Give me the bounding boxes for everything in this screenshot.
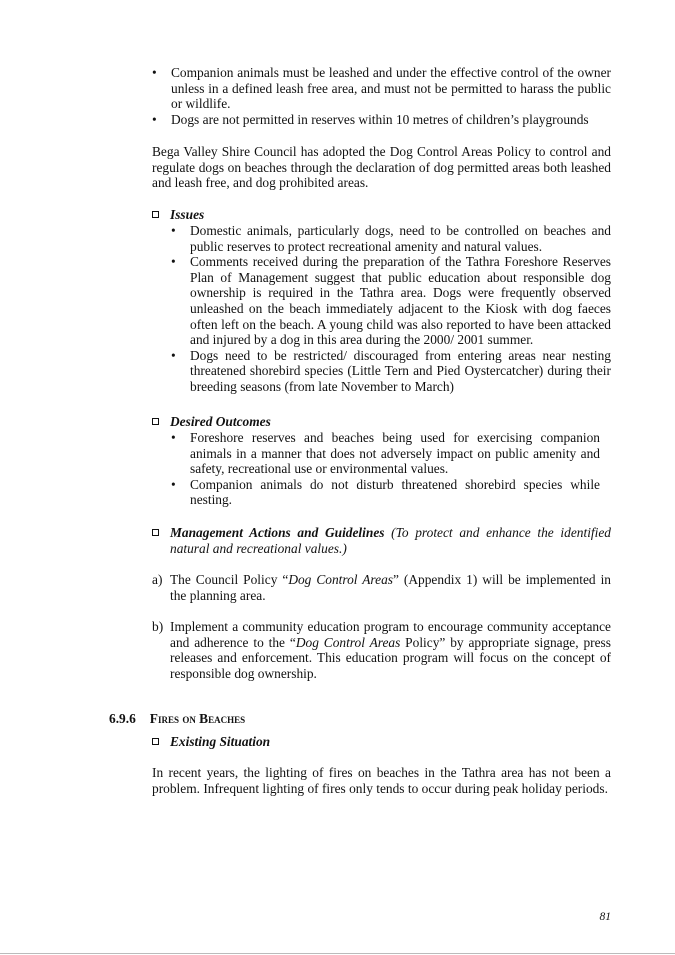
bullet-dot: • [152,65,157,80]
section-heading [109,711,609,727]
section-title: Fires on Beaches [149,711,246,726]
bullet-dot: • [171,347,176,363]
bullet-dot: • [152,111,157,127]
bullet-dot: • [171,476,176,492]
management-subtitle: (To protect and enhance the identified natural and recreational values.) [170,525,611,556]
action-item-a: a) The Council Policy “Dog Control Areas” (Appendix 1) will be implemented in the planning area. [152,572,611,603]
issues-heading: Issues [152,207,611,223]
checkbox-square-icon [152,529,159,536]
list-item: • Comments received during the preparation of the Tathra Foreshore Reserves Plan of Management suggest that public education about responsible dog ownership is required in the Tathra area. Dogs were frequently observed unleashed on the beach immediately adjacent to the Kiosk with dog faeces often left on the beach. A young child was also reported to have been attacked and injured by a dog in this area during the 2000/ 2001 summer. [171,254,611,348]
action-item-b: b) Implement a community education program to encourage community acceptance and adherence to the “Dog Control Areas Policy” by appropriate signage, press releases and enforcement. This education program will focus on the concept of responsible dog ownership. [152,619,611,681]
page-bottom-edge [0,953,675,954]
page-number: 81 [599,911,611,923]
bullet-dot: • [171,223,176,238]
item-label: b) [152,619,164,634]
bullet-dot: • [171,430,176,445]
management-actions-heading [152,525,611,556]
item-label: a) [152,572,163,587]
section-number: 6.9.6 [109,711,136,726]
desired-outcomes-heading: Desired Outcomes [152,414,611,430]
list-item: • Foreshore reserves and beaches being used for exercising companion animals in a manner that does not adversely impact on public amenity and safety, recreational use or environmental values. [171,430,600,477]
issues-bullet-list [171,223,611,395]
top-bullet-list [152,65,611,127]
list-item: • Dogs are not permitted in reserves within 10 metres of children’s playgrounds [152,111,589,127]
existing-situation-heading: Existing Situation [152,734,611,750]
list-item: • Companion animals do not disturb threatened shorebird species while nesting. [171,476,600,508]
checkbox-square-icon [152,418,159,425]
existing-situation-paragraph: In recent years, the lighting of fires on beaches in the Tathra area has not been a problem. Infrequent lighting of fires only tends to occur during peak holiday periods. [152,765,611,796]
intro-paragraph: Bega Valley Shire Council has adopted the Dog Control Areas Policy to control and regulate dogs on beaches through the declaration of dog permitted areas both leashed and leash free, and dog prohibited areas. [152,144,611,191]
bullet-dot: • [171,254,176,270]
checkbox-square-icon [152,211,159,218]
desired-outcomes-bullet-list [171,430,600,508]
checkbox-square-icon [152,738,159,745]
management-heading-text: Management Actions and Guidelines [170,525,385,540]
list-item: • Companion animals must be leashed and under the effective control of the owner unless in a defined leash free area, and must not be permitted to harass the public or wildlife. [152,65,611,112]
list-item: • Domestic animals, particularly dogs, need to be controlled on beaches and public reserves to protect recreational amenity and natural values. [171,223,611,254]
list-item: • Dogs need to be restricted/ discouraged from entering areas near nesting threatened shorebird species (Little Tern and Pied Oystercatcher) during their breeding seasons (from late November to March) [171,347,611,394]
